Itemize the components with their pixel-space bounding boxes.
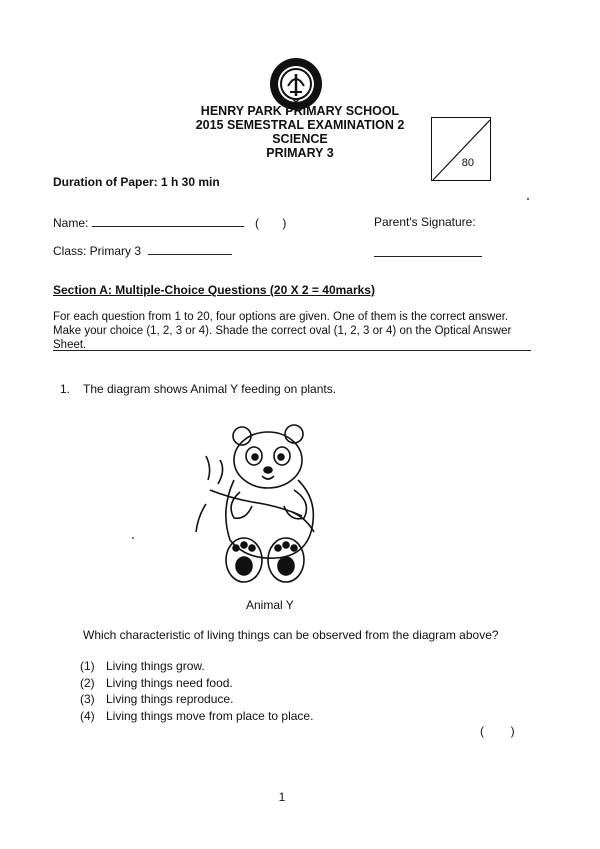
paper-duration: Duration of Paper: 1 h 30 min	[53, 175, 220, 189]
register-no-close-paren: )	[282, 216, 287, 230]
register-no-open-paren: (	[255, 216, 260, 230]
option-1[interactable]	[80, 658, 313, 675]
answer-bracket[interactable]: ( )	[480, 724, 515, 738]
option-number: (2)	[80, 675, 95, 690]
question-prompt: Which characteristic of living things can be observed from the diagram above?	[83, 628, 499, 642]
option-4[interactable]	[80, 708, 313, 725]
option-text: Living things need food.	[106, 675, 233, 690]
page-number: 1	[278, 790, 286, 804]
option-text: Living things move from place to place.	[106, 708, 314, 723]
marks-total: 80	[461, 157, 474, 169]
option-number: (3)	[80, 692, 95, 706]
section-instructions: For each question from 1 to 20, four options are given. One of them is the correct answer. Make your choice (1, 2, 3 or 4). Shade the correct oval (1, 2, 3 or 4) on the Optical Answer Sheet.	[53, 311, 512, 351]
class-input-line[interactable]	[148, 243, 232, 255]
option-2[interactable]	[80, 675, 313, 692]
name-row	[53, 215, 286, 230]
option-text: Living things reproduce.	[106, 692, 234, 706]
question-number: 1.	[60, 382, 71, 396]
scan-speck	[527, 198, 529, 200]
section-divider	[53, 350, 531, 351]
subject-title: SCIENCE	[272, 132, 328, 146]
level-title: PRIMARY 3	[266, 146, 334, 160]
name-input-line[interactable]	[92, 215, 244, 227]
option-number: (4)	[80, 708, 95, 723]
option-3[interactable]	[80, 691, 313, 708]
parent-signature-label: Parent's Signature:	[374, 215, 476, 229]
name-label: Name:	[53, 216, 89, 230]
class-row	[53, 243, 232, 258]
image-caption: Animal Y	[246, 598, 294, 612]
question-stem: The diagram shows Animal Y feeding on plants.	[83, 382, 337, 396]
marks-box	[431, 117, 491, 181]
answer-options	[80, 658, 313, 724]
section-title: Section A: Multiple-Choice Questions (20 X 2 = 40marks)	[53, 283, 375, 297]
panda-illustration	[190, 420, 330, 590]
parent-signature-line[interactable]	[374, 256, 482, 257]
option-text: Living things grow.	[106, 659, 205, 673]
option-number: (1)	[80, 659, 95, 673]
class-label: Class: Primary 3	[53, 244, 142, 258]
school-name: HENRY PARK PRIMARY SCHOOL	[200, 104, 400, 118]
marks-box-diagonal	[432, 118, 492, 182]
exam-title: 2015 SEMESTRAL EXAMINATION 2	[195, 118, 405, 132]
scan-speck-2	[132, 537, 134, 539]
